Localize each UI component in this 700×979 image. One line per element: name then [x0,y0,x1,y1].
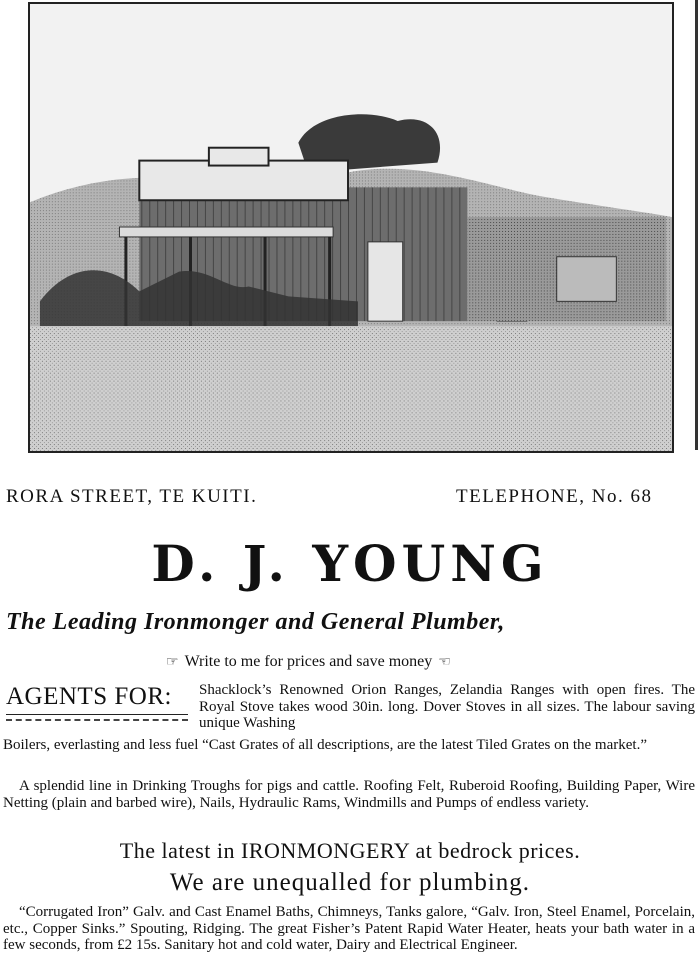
write-line [160,653,457,671]
address: RORA STREET, TE KUITI. [6,486,258,507]
pointing-hand-icon: ☞ [166,654,179,670]
telephone: TELEPHONE, No. 68 [456,486,653,507]
paragraph-troughs: A splendid line in Drinking Troughs for pigs and cattle. Roofing Felt, Ruberoid Roofing, Building Paper, Wire Netting (plain and barbed wire), Nails, Hydraulic Rams, Windmills and Pumps of endless variety. [3,778,695,811]
pointing-hand-icon: ☜ [438,654,451,670]
agents-text: Shacklock’s Renowned Orion Ranges, Zelandia Ranges with open fires. The Royal Stove takes wood 30in. long. Dover Stoves in all sizes. The labour saving unique Washing [199,682,695,731]
tagline: The Leading Ironmonger and General Plumber, [6,609,505,635]
column-rule [695,0,698,450]
write-line-text: Write to me for prices and save money [184,653,433,670]
latest-line: The latest in IRONMONGERY at bedrock prices. [119,838,581,863]
agents-heading: AGENTS FOR: [6,683,172,710]
agents-continued: Boilers, everlasting and less fuel “Cast Grates of all descriptions, are the latest Tiled Grates on the market.” [3,737,647,753]
paragraph-iron: “Corrugated Iron” Galv. and Cast Enamel Baths, Chimneys, Tanks galore, “Galv. Iron, Steel Enamel, Porcelain, etc., Copper Sinks.” Spouting, Ridging. The great Fisher’s Patent Rapid Water Heater, heats your bath water in a few seconds, from £2 15s. Sanitary hot and cold water, Dairy and Electrical Engineer. [3,904,695,953]
photo-of-shopfront-icon [30,4,672,451]
agents-underline [6,714,188,721]
plumbing-line: We are unequalled for plumbing. [169,869,531,896]
shopfront-photo [28,2,674,453]
business-name: D. J. YOUNG [151,534,549,593]
address-row [6,486,700,512]
